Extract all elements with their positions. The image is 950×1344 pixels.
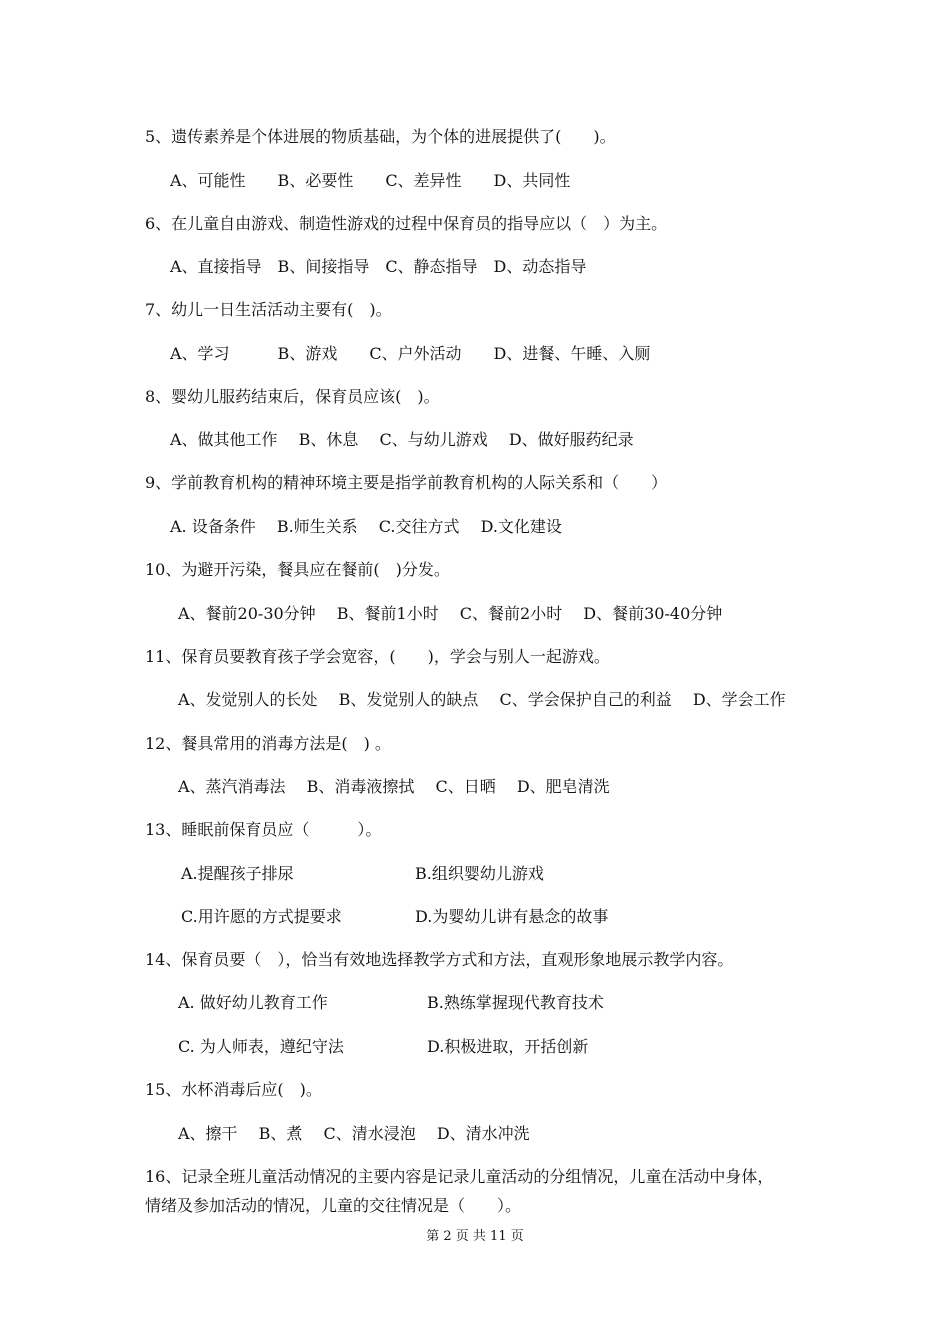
question-9-options: A. 设备条件 B.师生关系 C.交往方式 D.文化建设 — [170, 517, 562, 536]
question-5-stem: 5、遗传素养是个体进展的物质基础，为个体的进展提供了( )。 — [145, 127, 616, 146]
question-14-option-d: D.积极进取，开括创新 — [427, 1037, 589, 1056]
question-5-options: A、可能性 B、必要性 C、差异性 D、共同性 — [170, 171, 571, 190]
question-14-option-a: A. 做好幼儿教育工作 — [178, 993, 328, 1012]
question-9-stem: 9、学前教育机构的精神环境主要是指学前教育机构的人际关系和（ ） — [145, 473, 668, 492]
question-13-option-c: C.用许愿的方式提要求 — [181, 907, 342, 926]
question-7-stem: 7、幼儿一日生活活动主要有( )。 — [145, 300, 392, 319]
question-8-stem: 8、婴幼儿服药结束后，保育员应该( )。 — [145, 387, 440, 406]
question-13-option-b: B.组织婴幼儿游戏 — [415, 864, 544, 883]
question-6-options: A、直接指导 B、间接指导 C、静态指导 D、动态指导 — [170, 257, 587, 276]
question-13-option-a: A.提醒孩子排尿 — [181, 864, 294, 883]
question-8-options: A、做其他工作 B、休息 C、与幼儿游戏 D、做好服药纪录 — [170, 430, 634, 449]
question-10-stem: 10、为避开污染，餐具应在餐前( )分发。 — [145, 560, 450, 579]
question-16-stem-continued: 情绪及参加活动的情况，儿童的交往情况是（ ）。 — [145, 1196, 522, 1215]
question-10-options: A、餐前20-30分钟 B、餐前1小时 C、餐前2小时 D、餐前30-40分钟 — [178, 604, 723, 623]
question-15-stem: 15、水杯消毒后应( )。 — [145, 1080, 322, 1099]
question-15-options: A、擦干 B、煮 C、清水浸泡 D、清水冲洗 — [178, 1124, 530, 1143]
question-13-option-d: D.为婴幼儿讲有悬念的故事 — [415, 907, 609, 926]
question-11-stem: 11、保育员要教育孩子学会宽容，( )，学会与别人一起游戏。 — [145, 647, 610, 666]
question-14-option-b: B.熟练掌握现代教育技术 — [427, 993, 604, 1012]
question-12-options: A、蒸汽消毒法 B、消毒液擦拭 C、日晒 D、肥皂清洗 — [178, 777, 610, 796]
question-13-stem: 13、睡眠前保育员应（ ）。 — [145, 820, 382, 839]
page-footer: 第 2 页 共 11 页 — [426, 1229, 524, 1244]
question-7-options: A、学习 B、游戏 C、户外活动 D、进餐、午睡、入厕 — [170, 344, 651, 363]
question-11-options: A、发觉别人的长处 B、发觉别人的缺点 C、学会保护自己的利益 D、学会工作 — [178, 690, 786, 709]
question-12-stem: 12、餐具常用的消毒方法是( ) 。 — [145, 734, 391, 753]
question-6-stem: 6、在儿童自由游戏、制造性游戏的过程中保育员的指导应以（ ）为主。 — [145, 214, 668, 233]
question-14-option-c: C. 为人师表，遵纪守法 — [178, 1037, 344, 1056]
question-14-stem: 14、保育员要（ ），恰当有效地选择教学方式和方法，直观形象地展示教学内容。 — [145, 950, 734, 969]
question-16-stem: 16、记录全班儿童活动情况的主要内容是记录儿童活动的分组情况，儿童在活动中身体， — [145, 1167, 774, 1186]
